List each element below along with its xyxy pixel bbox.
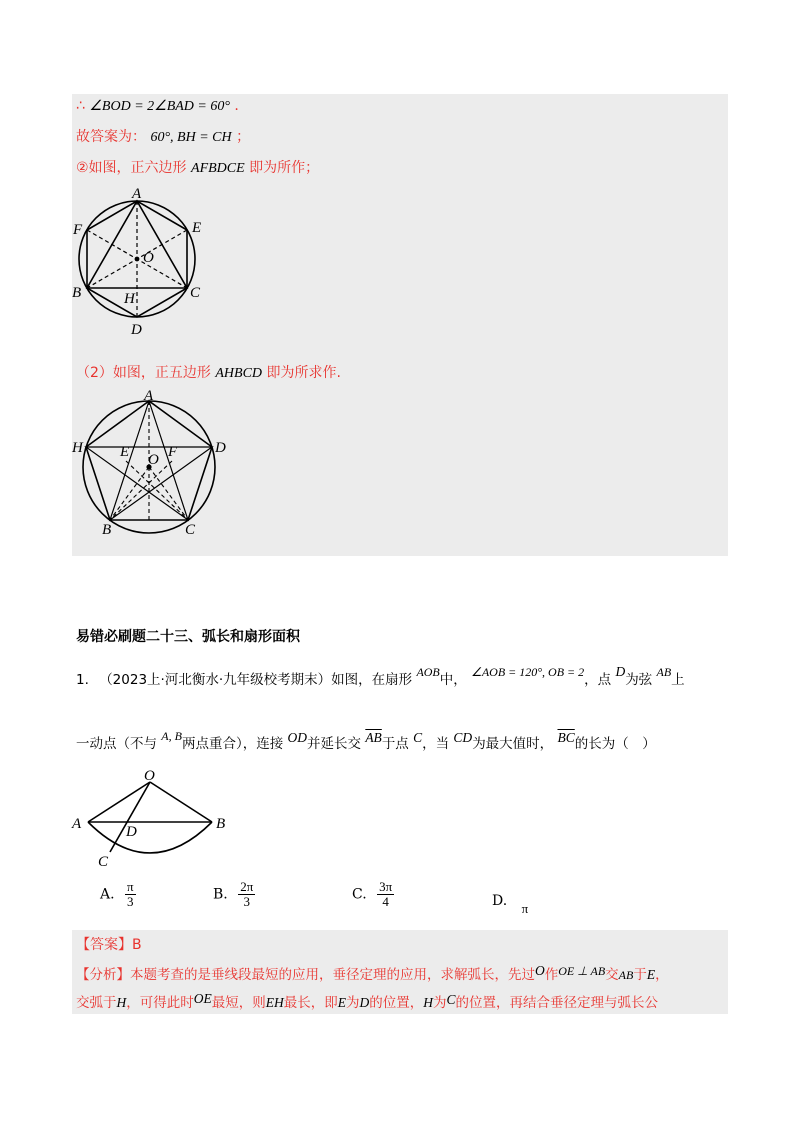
math-d: D xyxy=(615,664,626,679)
option-a[interactable] xyxy=(100,880,136,920)
hexagon-name: AFBDCE xyxy=(191,161,245,176)
option-letter: B. xyxy=(213,886,228,903)
math-o: O xyxy=(535,963,545,978)
radius-oa xyxy=(88,782,150,822)
analysis-text: 最短，则 xyxy=(211,995,266,1011)
question-text: 为最大值时， xyxy=(472,736,554,752)
answer-label: 【答案】B xyxy=(76,937,142,953)
angle-equation: ∠BOD = 2∠BAD = 60° xyxy=(89,99,230,114)
analysis-text: 为 xyxy=(433,995,447,1011)
label-h: H xyxy=(72,440,83,456)
option-fraction xyxy=(238,880,255,909)
numerator: π xyxy=(127,879,134,894)
label-o: O xyxy=(148,452,159,468)
pentagon-suffix: 即为所求作. xyxy=(266,365,341,381)
math-d: D xyxy=(359,995,370,1010)
label-e: E xyxy=(120,444,130,460)
label-f: F xyxy=(73,222,83,238)
math-arc-bc: $\overline{BC}$ xyxy=(557,730,575,745)
dashed-o-b xyxy=(110,467,149,520)
math-e: E xyxy=(337,995,346,1010)
period: . xyxy=(234,98,239,114)
label-c: C xyxy=(185,522,196,538)
analysis-line-2 xyxy=(76,991,658,1011)
question-line-2 xyxy=(76,729,656,752)
analysis-text: 本题考查的是垂线段最短的应用，垂径定理的应用，求解弧长，先过 xyxy=(130,967,535,983)
label-o: O xyxy=(144,768,155,784)
denominator: 3 xyxy=(127,894,134,909)
question-text: 并延长交 xyxy=(307,736,362,752)
semicolon: ； xyxy=(236,129,251,145)
label-a: A xyxy=(132,186,142,202)
label-c: C xyxy=(190,285,201,301)
label-d: D xyxy=(215,440,226,456)
dashed-o-c xyxy=(149,467,188,520)
analysis-text: 为 xyxy=(346,995,360,1011)
math-aob: AOB xyxy=(416,665,440,679)
analysis-text: 交弧于 xyxy=(76,995,117,1011)
question-text: 于点 xyxy=(381,736,409,752)
hexagon-suffix: 即为所作； xyxy=(249,160,320,176)
math-ab: AB xyxy=(618,968,634,982)
analysis-text: 交 xyxy=(605,967,619,983)
numerator: 3π xyxy=(379,879,393,894)
analysis-line-1 xyxy=(76,963,669,983)
label-d: D xyxy=(131,322,142,338)
label-d: D xyxy=(126,824,137,840)
solution-line-1 xyxy=(76,98,239,115)
math-ab: AB xyxy=(656,665,672,679)
option-letter: D. xyxy=(492,893,508,909)
question-line-1 xyxy=(76,664,685,688)
option-letter: C. xyxy=(352,886,367,903)
question-text: 为弦 xyxy=(625,672,653,688)
label-c: C xyxy=(98,854,109,870)
analysis-text: 于 xyxy=(633,967,647,983)
label-o: O xyxy=(143,250,154,266)
math-h: H xyxy=(116,995,127,1010)
sector-figure xyxy=(70,764,240,874)
option-fraction xyxy=(377,880,394,909)
answer-prefix: 故答案为： xyxy=(76,129,146,145)
math-e: E xyxy=(646,967,656,982)
label-e: E xyxy=(192,220,202,236)
label-a: A xyxy=(72,816,82,832)
answer-math: 60°, BH = CH xyxy=(150,130,232,145)
solution-line-4 xyxy=(76,362,341,382)
arc-ab xyxy=(88,822,212,853)
question-text: ，当 xyxy=(422,736,450,752)
solution-line-2 xyxy=(76,126,250,146)
label-b: B xyxy=(102,522,112,538)
question-text: 两点重合），连接 xyxy=(181,736,284,752)
denominator: 4 xyxy=(382,894,389,909)
analysis-text: 作 xyxy=(544,967,559,983)
denominator: 3 xyxy=(243,894,250,909)
math-cd: CD xyxy=(453,730,473,745)
label-b: B xyxy=(72,285,82,301)
hexagon-figure xyxy=(70,182,220,342)
question-text: 如图，在扇形 xyxy=(331,672,413,688)
math-c: C xyxy=(446,992,456,1007)
math-arc-ab: $\overline{AB}$ xyxy=(365,730,382,745)
label-h: H xyxy=(124,291,135,307)
analysis-text: 的位置，再结合垂径定理与弧长公 xyxy=(455,995,659,1011)
question-text: ，点 xyxy=(584,672,612,688)
hexagon-prefix: ②如图，正六边形 xyxy=(76,160,187,176)
question-text: 的长为（ ） xyxy=(574,736,656,752)
option-value: π xyxy=(521,901,529,916)
center-dot xyxy=(135,257,140,262)
label-f: F xyxy=(168,444,178,460)
analysis-text: 最长，即 xyxy=(283,995,338,1011)
section-title: 易错必刷题二十三、弧长和扇形面积 xyxy=(76,629,300,645)
math-h: H xyxy=(423,995,433,1010)
math-oe: OE xyxy=(193,991,212,1006)
label-b: B xyxy=(216,816,226,832)
pentagon-figure xyxy=(70,388,230,538)
radius-ob xyxy=(150,782,212,822)
math-od: OD xyxy=(287,730,308,745)
analysis-text: ， xyxy=(655,967,669,983)
question-number: 1. xyxy=(76,672,89,688)
math-c: C xyxy=(413,730,423,745)
option-b[interactable] xyxy=(213,880,255,920)
analysis-text: 的位置， xyxy=(369,995,424,1011)
math-eh: EH xyxy=(265,995,284,1010)
math-angle-aob: ∠AOB = 120°, OB = 2 xyxy=(471,665,585,679)
therefore-symbol: ∴ xyxy=(76,98,85,114)
question-source: （2023上·河北衡水·九年级校考期末） xyxy=(99,672,332,688)
numerator: 2π xyxy=(240,879,254,894)
option-fraction xyxy=(125,880,136,909)
math-oe-perp-ab: OE ⊥ AB xyxy=(558,964,606,978)
pentagon-prefix: （2）如图，正五边形 xyxy=(76,365,211,381)
question-text: 一动点（不与 xyxy=(76,736,157,752)
analysis-text: ，可得此时 xyxy=(126,995,194,1011)
analysis-label: 【分析】 xyxy=(76,967,130,983)
math-a-b: A, B xyxy=(161,729,182,743)
label-a: A xyxy=(144,388,154,404)
pentagon-name: AHBCD xyxy=(215,366,263,381)
solution-line-3 xyxy=(76,157,319,177)
option-letter: A. xyxy=(100,886,115,903)
option-d[interactable] xyxy=(492,893,529,916)
question-text: 中， xyxy=(439,672,467,688)
segment-oc xyxy=(110,782,150,852)
option-c[interactable] xyxy=(352,880,394,920)
question-text: 上 xyxy=(671,672,685,688)
